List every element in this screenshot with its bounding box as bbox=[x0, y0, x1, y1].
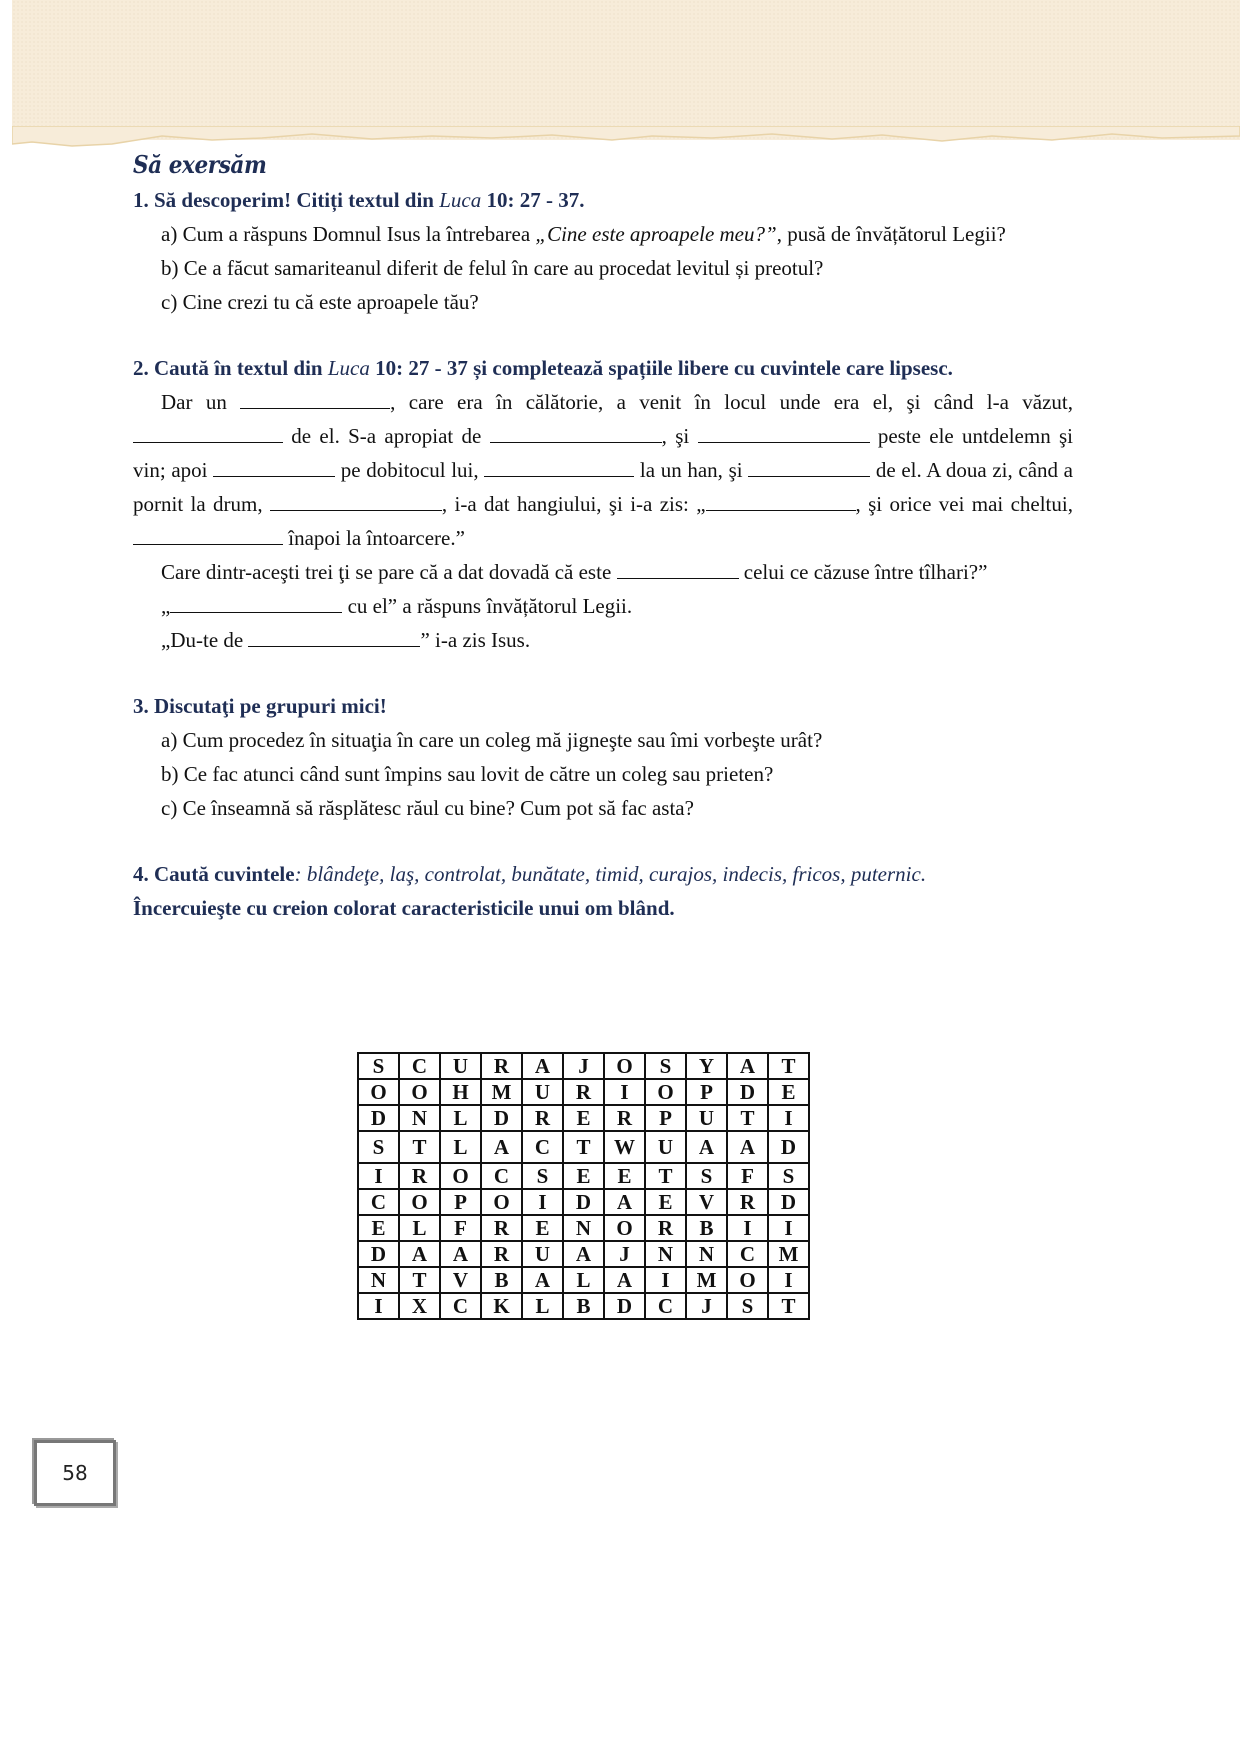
grid-cell[interactable]: O bbox=[440, 1163, 481, 1189]
grid-cell[interactable]: B bbox=[563, 1293, 604, 1319]
grid-cell[interactable]: I bbox=[358, 1293, 399, 1319]
grid-row bbox=[358, 1293, 809, 1319]
grid-cell[interactable]: I bbox=[727, 1215, 768, 1241]
section-title: Să exersăm bbox=[133, 150, 267, 179]
grid-cell[interactable]: B bbox=[686, 1215, 727, 1241]
exercise-4-heading: 4. Caută cuvintele: blândeţe, laş, controlat, bunătate, timid, curajos, indecis, fricos, puternic. bbox=[133, 862, 927, 886]
exercise-1-question-b: b) Ce a făcut samariteanul diferit de felul în care au procedat levitul și preotul? bbox=[161, 256, 824, 280]
grid-cell[interactable]: S bbox=[768, 1163, 809, 1189]
grid-cell[interactable]: J bbox=[686, 1293, 727, 1319]
grid-cell[interactable]: A bbox=[522, 1053, 563, 1079]
torn-paper-header bbox=[12, 0, 1240, 140]
exercise-content bbox=[133, 150, 1073, 925]
grid-cell[interactable]: S bbox=[645, 1053, 686, 1079]
grid-cell[interactable]: M bbox=[768, 1241, 809, 1267]
grid-cell[interactable]: O bbox=[727, 1267, 768, 1293]
grid-cell[interactable]: N bbox=[645, 1241, 686, 1267]
exercise-1-question-a: a) Cum a răspuns Domnul Isus la întrebarea „Cine este aproapele meu?”, pusă de învățătorul Legii? bbox=[161, 222, 1006, 246]
grid-cell[interactable]: O bbox=[604, 1053, 645, 1079]
grid-cell[interactable]: O bbox=[604, 1215, 645, 1241]
grid-cell[interactable]: O bbox=[481, 1189, 522, 1215]
grid-cell[interactable]: D bbox=[768, 1131, 809, 1163]
grid-cell[interactable]: T bbox=[563, 1131, 604, 1163]
grid-cell[interactable]: A bbox=[727, 1053, 768, 1079]
grid-cell[interactable]: S bbox=[522, 1163, 563, 1189]
grid-cell[interactable]: O bbox=[645, 1079, 686, 1105]
grid-cell[interactable]: I bbox=[768, 1215, 809, 1241]
grid-row bbox=[358, 1215, 809, 1241]
fill-blank[interactable] bbox=[490, 424, 662, 443]
grid-cell[interactable]: B bbox=[481, 1267, 522, 1293]
grid-cell[interactable]: A bbox=[522, 1267, 563, 1293]
grid-cell[interactable]: P bbox=[645, 1105, 686, 1131]
grid-cell[interactable]: I bbox=[768, 1267, 809, 1293]
grid-cell[interactable]: C bbox=[399, 1053, 440, 1079]
grid-cell[interactable]: S bbox=[358, 1053, 399, 1079]
exercise-4-instruction: Încercuieşte cu creion colorat caracteristicile unui om blând. bbox=[133, 896, 675, 920]
fill-blank[interactable] bbox=[270, 492, 442, 511]
grid-cell[interactable]: U bbox=[645, 1131, 686, 1163]
grid-cell[interactable]: L bbox=[563, 1267, 604, 1293]
grid-cell[interactable]: V bbox=[686, 1189, 727, 1215]
grid-cell[interactable]: D bbox=[563, 1189, 604, 1215]
grid-cell[interactable]: T bbox=[399, 1267, 440, 1293]
grid-cell[interactable]: C bbox=[522, 1131, 563, 1163]
fill-blank[interactable] bbox=[706, 492, 856, 511]
grid-cell[interactable]: C bbox=[481, 1163, 522, 1189]
grid-cell[interactable]: E bbox=[358, 1215, 399, 1241]
grid-cell[interactable]: R bbox=[563, 1079, 604, 1105]
exercise-1-question-c: c) Cine crezi tu că este aproapele tău? bbox=[161, 290, 479, 314]
grid-row bbox=[358, 1053, 809, 1079]
grid-cell[interactable]: W bbox=[604, 1131, 645, 1163]
fill-blank[interactable] bbox=[240, 390, 390, 409]
fill-blank[interactable] bbox=[748, 458, 870, 477]
grid-cell[interactable]: E bbox=[768, 1079, 809, 1105]
grid-cell[interactable]: L bbox=[399, 1215, 440, 1241]
exercise-3-heading: 3. Discutaţi pe grupuri mici! bbox=[133, 694, 387, 718]
grid-cell[interactable]: C bbox=[727, 1241, 768, 1267]
grid-cell[interactable]: D bbox=[727, 1079, 768, 1105]
grid-cell[interactable]: S bbox=[358, 1131, 399, 1163]
grid-cell[interactable]: U bbox=[522, 1241, 563, 1267]
grid-row bbox=[358, 1189, 809, 1215]
word-search-grid bbox=[357, 1052, 810, 1320]
grid-cell[interactable]: D bbox=[358, 1105, 399, 1131]
grid-row bbox=[358, 1267, 809, 1293]
grid-cell[interactable]: D bbox=[358, 1241, 399, 1267]
grid-cell[interactable]: M bbox=[481, 1079, 522, 1105]
grid-cell[interactable]: D bbox=[604, 1293, 645, 1319]
grid-cell[interactable]: E bbox=[645, 1189, 686, 1215]
grid-cell[interactable]: O bbox=[399, 1079, 440, 1105]
grid-cell[interactable]: I bbox=[768, 1105, 809, 1131]
grid-cell[interactable]: R bbox=[727, 1189, 768, 1215]
grid-cell[interactable]: P bbox=[686, 1079, 727, 1105]
grid-cell[interactable]: K bbox=[481, 1293, 522, 1319]
grid-cell[interactable]: F bbox=[440, 1215, 481, 1241]
grid-cell[interactable]: X bbox=[399, 1293, 440, 1319]
grid-cell[interactable]: U bbox=[686, 1105, 727, 1131]
grid-cell[interactable]: T bbox=[768, 1053, 809, 1079]
fill-blank[interactable] bbox=[133, 526, 283, 545]
grid-cell[interactable]: J bbox=[604, 1241, 645, 1267]
exercise-3-question-a: a) Cum procedez în situaţia în care un coleg mă jigneşte sau îmi vorbeşte urât? bbox=[161, 728, 823, 752]
fill-blank[interactable] bbox=[170, 594, 342, 613]
grid-cell[interactable]: T bbox=[727, 1105, 768, 1131]
exercise-1-heading: 1. Să descoperim! Citiți textul din Luca 10: 27 - 37. bbox=[133, 188, 585, 212]
grid-cell[interactable]: I bbox=[522, 1189, 563, 1215]
grid-cell[interactable]: I bbox=[358, 1163, 399, 1189]
fill-blank[interactable] bbox=[698, 424, 870, 443]
grid-row bbox=[358, 1131, 809, 1163]
grid-cell[interactable]: N bbox=[399, 1105, 440, 1131]
grid-cell[interactable]: N bbox=[686, 1241, 727, 1267]
grid-cell[interactable]: V bbox=[440, 1267, 481, 1293]
grid-cell[interactable]: C bbox=[645, 1293, 686, 1319]
grid-cell[interactable]: A bbox=[481, 1131, 522, 1163]
grid-cell[interactable]: P bbox=[440, 1189, 481, 1215]
grid-cell[interactable]: E bbox=[563, 1163, 604, 1189]
grid-cell[interactable]: E bbox=[604, 1163, 645, 1189]
grid-cell[interactable]: E bbox=[563, 1105, 604, 1131]
exercise-2-jesus-line: „Du-te de ” i-a zis Isus. bbox=[161, 628, 531, 652]
grid-cell[interactable]: A bbox=[686, 1131, 727, 1163]
grid-cell[interactable]: L bbox=[522, 1293, 563, 1319]
grid-cell[interactable]: L bbox=[440, 1131, 481, 1163]
grid-cell[interactable]: C bbox=[358, 1189, 399, 1215]
exercise-2-passage: Dar un , care era în călătorie, a venit în locul unde era el, şi când l-a văzut, de el. S-a apropiat de , şi peste ele untdelemn şi vin; apoi pe dobitocul lui, la un han, şi de el. A doua zi, când a pornit la drum, , i-a dat hangiului, şi i-a zis: „ , şi orice vei mai cheltui, înapoi la întoarcere.” bbox=[133, 390, 1074, 550]
grid-row bbox=[358, 1241, 809, 1267]
grid-cell[interactable]: M bbox=[686, 1267, 727, 1293]
grid-cell[interactable]: R bbox=[481, 1053, 522, 1079]
grid-cell[interactable]: I bbox=[604, 1079, 645, 1105]
grid-cell[interactable]: R bbox=[399, 1163, 440, 1189]
grid-cell[interactable]: C bbox=[440, 1293, 481, 1319]
grid-cell[interactable]: A bbox=[563, 1241, 604, 1267]
grid-cell[interactable]: A bbox=[399, 1241, 440, 1267]
fill-blank[interactable] bbox=[617, 560, 739, 579]
grid-cell[interactable]: A bbox=[604, 1267, 645, 1293]
fill-blank[interactable] bbox=[213, 458, 335, 477]
grid-cell[interactable]: R bbox=[604, 1105, 645, 1131]
grid-cell[interactable]: A bbox=[440, 1241, 481, 1267]
grid-cell[interactable]: R bbox=[481, 1241, 522, 1267]
grid-cell[interactable]: H bbox=[440, 1079, 481, 1105]
grid-cell[interactable]: O bbox=[399, 1189, 440, 1215]
exercise-3-question-c: c) Ce înseamnă să răsplătesc răul cu bine? Cum pot să fac asta? bbox=[161, 796, 694, 820]
grid-cell[interactable]: T bbox=[645, 1163, 686, 1189]
grid-cell[interactable]: O bbox=[358, 1079, 399, 1105]
fill-blank[interactable] bbox=[133, 424, 283, 443]
grid-cell[interactable]: J bbox=[563, 1053, 604, 1079]
page-number: 58 bbox=[34, 1440, 116, 1506]
grid-cell[interactable]: L bbox=[440, 1105, 481, 1131]
exercise-3-question-b: b) Ce fac atunci când sunt împins sau lovit de către un coleg sau prieten? bbox=[161, 762, 774, 786]
exercise-2-heading: 2. Caută în textul din Luca 10: 27 - 37 și completează spațiile libere cu cuvintele care lipsesc. bbox=[133, 356, 953, 380]
grid-cell[interactable]: Y bbox=[686, 1053, 727, 1079]
grid-cell[interactable]: A bbox=[727, 1131, 768, 1163]
grid-cell[interactable]: S bbox=[686, 1163, 727, 1189]
grid-cell[interactable]: R bbox=[481, 1215, 522, 1241]
grid-row bbox=[358, 1105, 809, 1131]
grid-cell[interactable]: R bbox=[645, 1215, 686, 1241]
grid-cell[interactable]: R bbox=[522, 1105, 563, 1131]
grid-cell[interactable]: N bbox=[358, 1267, 399, 1293]
grid-row bbox=[358, 1163, 809, 1189]
grid-cell[interactable]: T bbox=[768, 1293, 809, 1319]
fill-blank[interactable] bbox=[248, 628, 420, 647]
grid-cell[interactable]: N bbox=[563, 1215, 604, 1241]
grid-cell[interactable]: E bbox=[522, 1215, 563, 1241]
grid-cell[interactable]: I bbox=[645, 1267, 686, 1293]
exercise-2-question: Care dintr-aceşti trei ţi se pare că a dat dovadă că este celui ce căzuse între tîlhari?” bbox=[161, 560, 988, 584]
grid-cell[interactable]: S bbox=[727, 1293, 768, 1319]
grid-cell[interactable]: T bbox=[399, 1131, 440, 1163]
fill-blank[interactable] bbox=[484, 458, 634, 477]
grid-cell[interactable]: A bbox=[604, 1189, 645, 1215]
grid-cell[interactable]: D bbox=[768, 1189, 809, 1215]
grid-row bbox=[358, 1079, 809, 1105]
grid-cell[interactable]: U bbox=[440, 1053, 481, 1079]
grid-cell[interactable]: F bbox=[727, 1163, 768, 1189]
exercise-2-answer-line: „ cu el” a răspuns învățătorul Legii. bbox=[161, 594, 633, 618]
grid-cell[interactable]: U bbox=[522, 1079, 563, 1105]
grid-cell[interactable]: D bbox=[481, 1105, 522, 1131]
